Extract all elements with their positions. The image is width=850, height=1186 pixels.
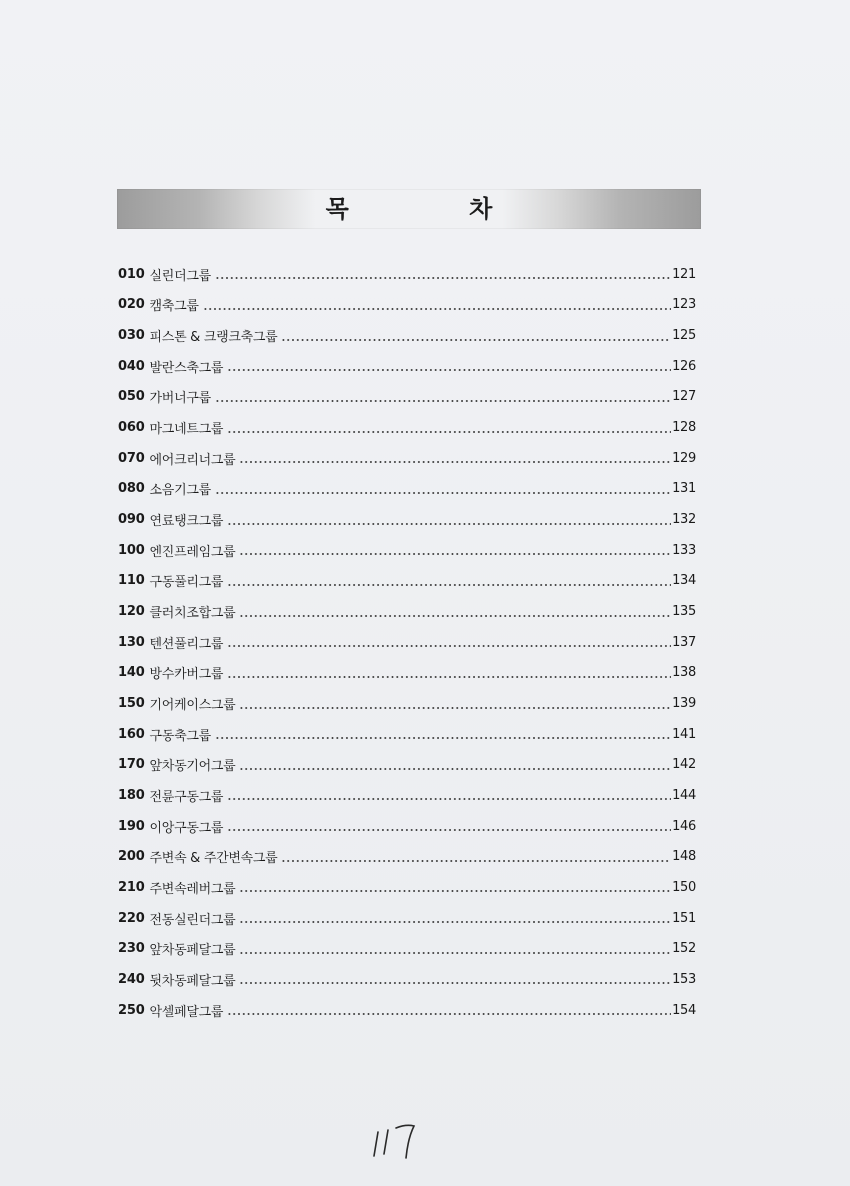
toc-entry-page: 139 [672, 696, 696, 712]
dot-leader [215, 400, 671, 402]
toc-entry-page: 142 [672, 757, 696, 773]
toc-entry-label: 앞차동페달그룹 [149, 943, 236, 959]
toc-entry [118, 903, 696, 934]
toc-entry-number: 250 [118, 1002, 145, 1018]
toc-entry-label: 연료탱크그룹 [149, 514, 224, 530]
toc-entry-label: 구동풀리그룹 [149, 575, 224, 591]
toc-entry-page: 127 [672, 389, 696, 405]
toc-entry-page: 132 [672, 512, 696, 528]
toc-entry-page: 121 [672, 266, 696, 282]
title-banner [117, 189, 701, 229]
toc-entry-number: 110 [118, 573, 145, 589]
toc-entry [118, 719, 696, 750]
toc-entry-page: 128 [672, 420, 696, 436]
toc-entry-page: 126 [672, 358, 696, 374]
toc-entry-page: 141 [672, 726, 696, 742]
dot-leader [281, 339, 671, 341]
toc-entry-number: 010 [118, 266, 145, 282]
toc-entry [118, 811, 696, 842]
dot-leader [227, 584, 671, 586]
toc-entry-number: 120 [118, 604, 145, 620]
dot-leader [239, 921, 671, 923]
toc-entry [118, 933, 696, 964]
toc-entry-page: 153 [672, 971, 696, 987]
toc-entry-number: 160 [118, 726, 145, 742]
dot-leader [239, 461, 671, 463]
dot-leader [227, 369, 671, 371]
page-title: 목 차 [325, 195, 549, 223]
toc-entry-number: 210 [118, 879, 145, 895]
toc-entry-page: 125 [672, 328, 696, 344]
toc-entry-page: 134 [672, 573, 696, 589]
toc-entry [118, 382, 696, 413]
toc-entry-label: 주변속 & 주간변속그룹 [149, 851, 278, 867]
dot-leader [227, 829, 671, 831]
dot-leader [215, 492, 671, 494]
toc-entry [118, 535, 696, 566]
toc-entry-number: 030 [118, 328, 145, 344]
toc-entry-number: 140 [118, 665, 145, 681]
toc-entry-number: 080 [118, 481, 145, 497]
toc-entry-label: 클러치조합그룹 [149, 606, 236, 622]
dot-leader [203, 308, 671, 310]
toc-entry-label: 구동축그룹 [149, 728, 211, 744]
toc-entry [118, 995, 696, 1026]
dot-leader [227, 523, 671, 525]
dot-leader [239, 890, 671, 892]
dot-leader [227, 1013, 671, 1015]
dot-leader [227, 798, 671, 800]
toc-entry-label: 앞차동기어그룹 [149, 759, 236, 775]
toc-entry [118, 443, 696, 474]
toc-entry-page: 129 [672, 450, 696, 466]
toc-entry [118, 750, 696, 781]
toc-entry-page: 152 [672, 941, 696, 957]
toc-entry [118, 658, 696, 689]
toc-entry-label: 기어케이스그룹 [149, 698, 236, 714]
toc-entry-page: 138 [672, 665, 696, 681]
toc-entry-label: 주변속레버그룹 [149, 881, 236, 897]
toc-entry-label: 에어크리너그룹 [149, 452, 236, 468]
toc-entry-number: 040 [118, 358, 145, 374]
toc-entry [118, 259, 696, 290]
toc-entry [118, 320, 696, 351]
toc-entry-number: 170 [118, 757, 145, 773]
toc-entry-number: 100 [118, 542, 145, 558]
toc-entry [118, 780, 696, 811]
toc-entry-page: 123 [672, 297, 696, 313]
toc-entry-label: 엔진프레임그룹 [149, 544, 236, 560]
toc-entry-label: 전동실린더그룹 [149, 912, 236, 928]
toc-entry-page: 131 [672, 481, 696, 497]
toc-entry-page: 135 [672, 604, 696, 620]
toc-entry [118, 290, 696, 321]
toc-entry-label: 이앙구동그룹 [149, 820, 224, 836]
toc-entry-label: 피스톤 & 크랭크축그룹 [149, 330, 278, 346]
toc-entry-page: 154 [672, 1002, 696, 1018]
toc-entry-number: 020 [118, 297, 145, 313]
toc-entry [118, 841, 696, 872]
dot-leader [227, 431, 671, 433]
dot-leader [239, 982, 671, 984]
toc-entry-number: 090 [118, 512, 145, 528]
toc-entry-page: 146 [672, 818, 696, 834]
toc-entry-number: 200 [118, 849, 145, 865]
toc-entry [118, 627, 696, 658]
toc-entry-number: 150 [118, 696, 145, 712]
dot-leader [239, 615, 671, 617]
toc-entry-page: 133 [672, 542, 696, 558]
toc-entry-label: 방수카버그룹 [149, 667, 224, 683]
handwritten-page-number [372, 1118, 424, 1160]
toc-entry-number: 180 [118, 787, 145, 803]
toc-entry-label: 마그네트그룹 [149, 422, 224, 438]
toc-entry-page: 144 [672, 787, 696, 803]
toc-entry [118, 596, 696, 627]
toc-entry-page: 148 [672, 849, 696, 865]
toc-entry [118, 872, 696, 903]
toc-entry-number: 060 [118, 420, 145, 436]
toc-entry-number: 190 [118, 818, 145, 834]
toc-entry-page: 150 [672, 879, 696, 895]
dot-leader [215, 277, 671, 279]
dot-leader [239, 952, 671, 954]
toc-entry-label: 뒷차동페달그룹 [149, 973, 236, 989]
toc-entry-number: 220 [118, 910, 145, 926]
toc-entry-page: 137 [672, 634, 696, 650]
toc-entry-label: 악셀페달그룹 [149, 1004, 224, 1020]
toc-entry [118, 688, 696, 719]
toc-entry [118, 964, 696, 995]
toc-entry-label: 발란스축그룹 [149, 360, 224, 376]
dot-leader [239, 768, 671, 770]
toc-entry-number: 230 [118, 941, 145, 957]
dot-leader [227, 676, 671, 678]
toc-entry-label: 전륜구동그룹 [149, 789, 224, 805]
dot-leader [281, 860, 671, 862]
toc-entry-number: 050 [118, 389, 145, 405]
dot-leader [239, 707, 671, 709]
toc-entry-label: 텐션풀리그룹 [149, 636, 224, 652]
toc-entry-page: 151 [672, 910, 696, 926]
dot-leader [239, 553, 671, 555]
toc-entry-label: 실린더그룹 [149, 268, 211, 284]
toc-entry-label: 캠축그룹 [149, 299, 199, 315]
toc-entry [118, 504, 696, 535]
dot-leader [215, 737, 671, 739]
toc-entry-number: 070 [118, 450, 145, 466]
table-of-contents [118, 259, 696, 1025]
toc-entry-label: 소음기그룹 [149, 483, 211, 499]
toc-entry-number: 130 [118, 634, 145, 650]
toc-entry-label: 가버너구룹 [149, 391, 211, 407]
dot-leader [227, 645, 671, 647]
toc-entry [118, 566, 696, 597]
toc-entry [118, 351, 696, 382]
toc-entry-number: 240 [118, 971, 145, 987]
toc-entry [118, 412, 696, 443]
toc-entry [118, 474, 696, 505]
